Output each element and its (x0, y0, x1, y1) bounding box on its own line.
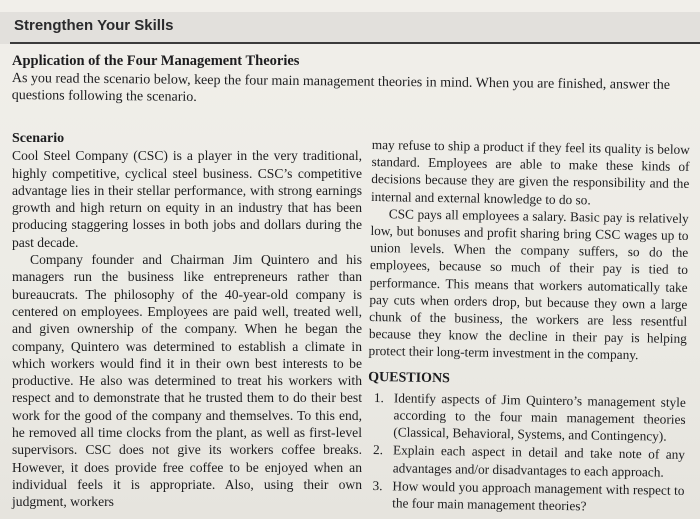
question-item (367, 441, 686, 480)
question-number: 1. (373, 389, 384, 406)
question-text: How would you approach management with respect to the four main management theories? (392, 478, 685, 514)
scenario-paragraph-3: may refuse to ship a product if they feel its quality is below standard. Employees are able to make these kinds of decisions because they are given the responsibility and the internal and external knowledge to do so. (370, 136, 690, 208)
question-text: Identify aspects of Jim Quintero’s management style according to the four main management theories (Classical, Behavioral, Systems, and Contingency). (393, 390, 686, 444)
question-number: 2. (372, 442, 384, 458)
exercise-subtitle: Application of the Four Management Theories (12, 53, 300, 69)
scenario-paragraph-4: CSC pays all employees a salary. Basic pay is relatively low, but bonuses and profit sharing bring CSC wages up to union levels. When the company suffers, so do the employees, because so much of their pay is tied to performance. This means that workers automatically take pay cuts when orders drop, but because they own a large chunk of the business, the workers are less resentful because they know the decline in their pay is helping protect their long-term investment in the company. (368, 206, 689, 363)
question-text: Explain each aspect in detail and take note of any advantages and/or disadvantages to each approach. (392, 442, 686, 480)
question-item (367, 389, 686, 446)
question-number: 3. (372, 477, 383, 494)
header-rule (10, 42, 700, 44)
questions-heading: QUESTIONS (368, 369, 451, 386)
left-column (12, 130, 362, 511)
scenario-paragraph-1: Cool Steel Company (CSC) is a player in the very traditional, highly competitive, cyclical steel business. CSC’s competitive advantage lies in their stellar performance, with strong earnings growth and high return on equity in an industry that has been producing staggering losses in both jobs and dollars during the past decade. (12, 148, 362, 250)
right-column (366, 136, 690, 517)
scenario-paragraph-2: Company founder and Chairman Jim Quintero and his managers run the business like entrepreneurs rather than bureaucrats. The philosophy of the 40-year-old company is centered on employees. Employees are paid well, treated well, and given ownership of the company. When he began the company, Quintero was determined to establish a climate in which workers would find it in their own best interests to be productive. He also was determined to treat his workers with respect and to demonstrate that he trusted them to do their best work for the good of the company and themselves. To this end, he removed all time clocks from the plant, as well as first-level supervisors. CSC does not give its workers coffee breaks. However, it does provide free coffee to be enjoyed when an individual feels it is appropriate. Also, using their own judgment, workers (12, 252, 362, 510)
scenario-heading: Scenario (12, 131, 65, 146)
questions-list (366, 389, 686, 516)
question-item (366, 477, 685, 516)
section-title: Strengthen Your Skills (14, 17, 174, 34)
exercise-intro: As you read the scenario below, keep the four main management theories in mind. When you are finished, answer the questions following the scenario. (11, 70, 671, 105)
